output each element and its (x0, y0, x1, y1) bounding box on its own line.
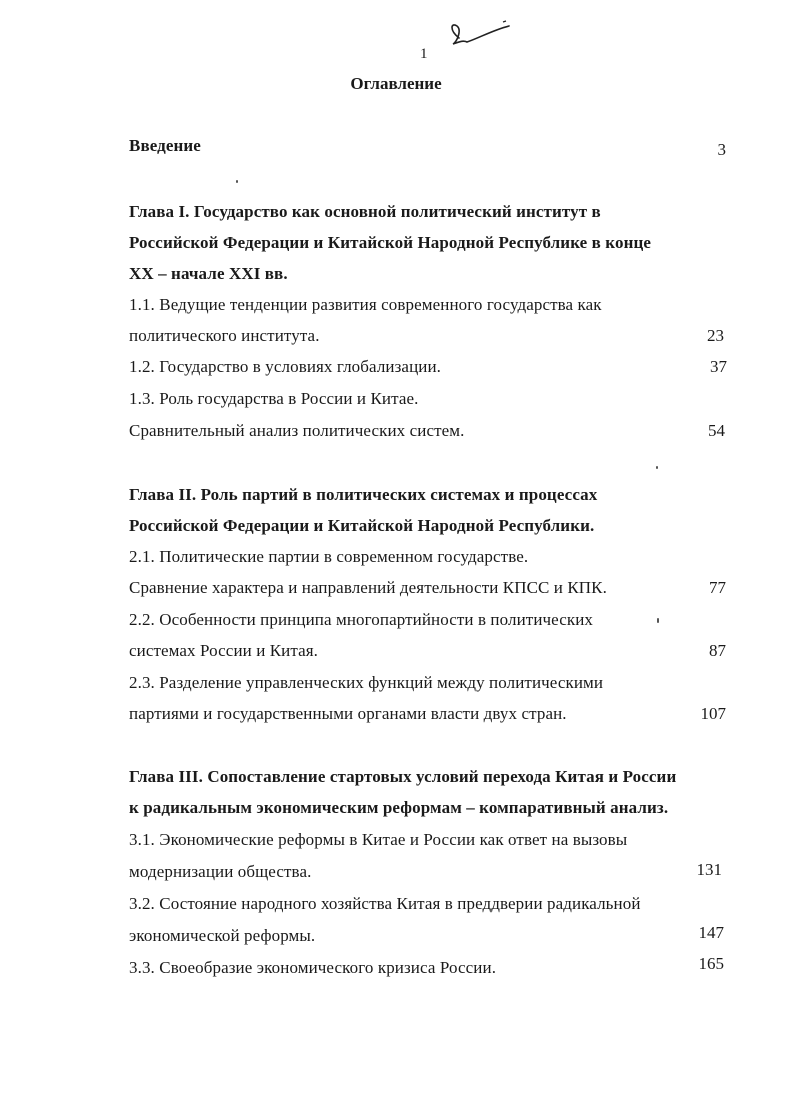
section-page-number: 147 (698, 923, 724, 942)
section-page-number: 165 (698, 954, 724, 973)
chapter-title-line: Российской Федерации и Китайской Народной Республики. (129, 516, 595, 535)
section-line: экономической реформы. (129, 926, 316, 945)
chapter-title-line: Глава II. Роль партий в политических системах и процессах (129, 485, 598, 504)
section-line: 1.1. Ведущие тенденции развития современного государства как (129, 295, 602, 314)
section-line: 2.2. Особенности принципа многопартийности в политических (129, 610, 594, 629)
section-line: модернизации общества. (129, 862, 312, 881)
section-page-number: 107 (700, 704, 726, 723)
intro-title: Введение (129, 136, 201, 155)
section-page-number: 131 (696, 860, 722, 879)
section-line: 2.1. Политические партии в современном государстве. (129, 547, 529, 566)
section-line: 3.1. Экономические реформы в Китае и России как ответ на вызовы (129, 830, 628, 849)
section-page-number: 23 (707, 326, 724, 345)
page-number: 1 (420, 46, 428, 62)
chapter-title-line: Глава I. Государство как основной политический институт в (129, 202, 601, 221)
section-page-number: 77 (709, 578, 726, 597)
section-line: 1.3. Роль государства в России и Китае. (129, 389, 419, 408)
handwritten-signature (445, 18, 515, 52)
page-title: Оглавление (350, 74, 442, 93)
chapter-title-line: XX – начале XXI вв. (129, 264, 288, 283)
scan-speck (657, 618, 659, 623)
section-line: 2.3. Разделение управленческих функций между политическими (129, 673, 604, 692)
section-line: Сравнение характера и направлений деятельности КПСС и КПК. (129, 578, 607, 597)
scan-speck (236, 180, 238, 183)
section-line: 3.3. Своеобразие экономического кризиса России. (129, 958, 497, 977)
section-line: 3.2. Состояние народного хозяйства Китая в преддверии радикальной (129, 894, 641, 913)
chapter-title-line: Глава III. Сопоставление стартовых условий перехода Китая и России (129, 767, 677, 786)
section-line: политического института. (129, 326, 320, 345)
intro-page-number: 3 (717, 140, 726, 159)
section-page-number: 54 (708, 421, 725, 440)
section-page-number: 37 (710, 357, 727, 376)
section-line: партиями и государственными органами власти двух стран. (129, 704, 567, 723)
chapter-title-line: к радикальным экономическим реформам – компаративный анализ. (129, 798, 669, 817)
section-line: системах России и Китая. (129, 641, 319, 660)
chapter-title-line: Российской Федерации и Китайской Народной Республике в конце (129, 233, 652, 252)
scan-speck (656, 466, 658, 469)
section-page-number: 87 (709, 641, 726, 660)
section-line: Сравнительный анализ политических систем. (129, 421, 465, 440)
section-line: 1.2. Государство в условиях глобализации. (129, 357, 442, 376)
